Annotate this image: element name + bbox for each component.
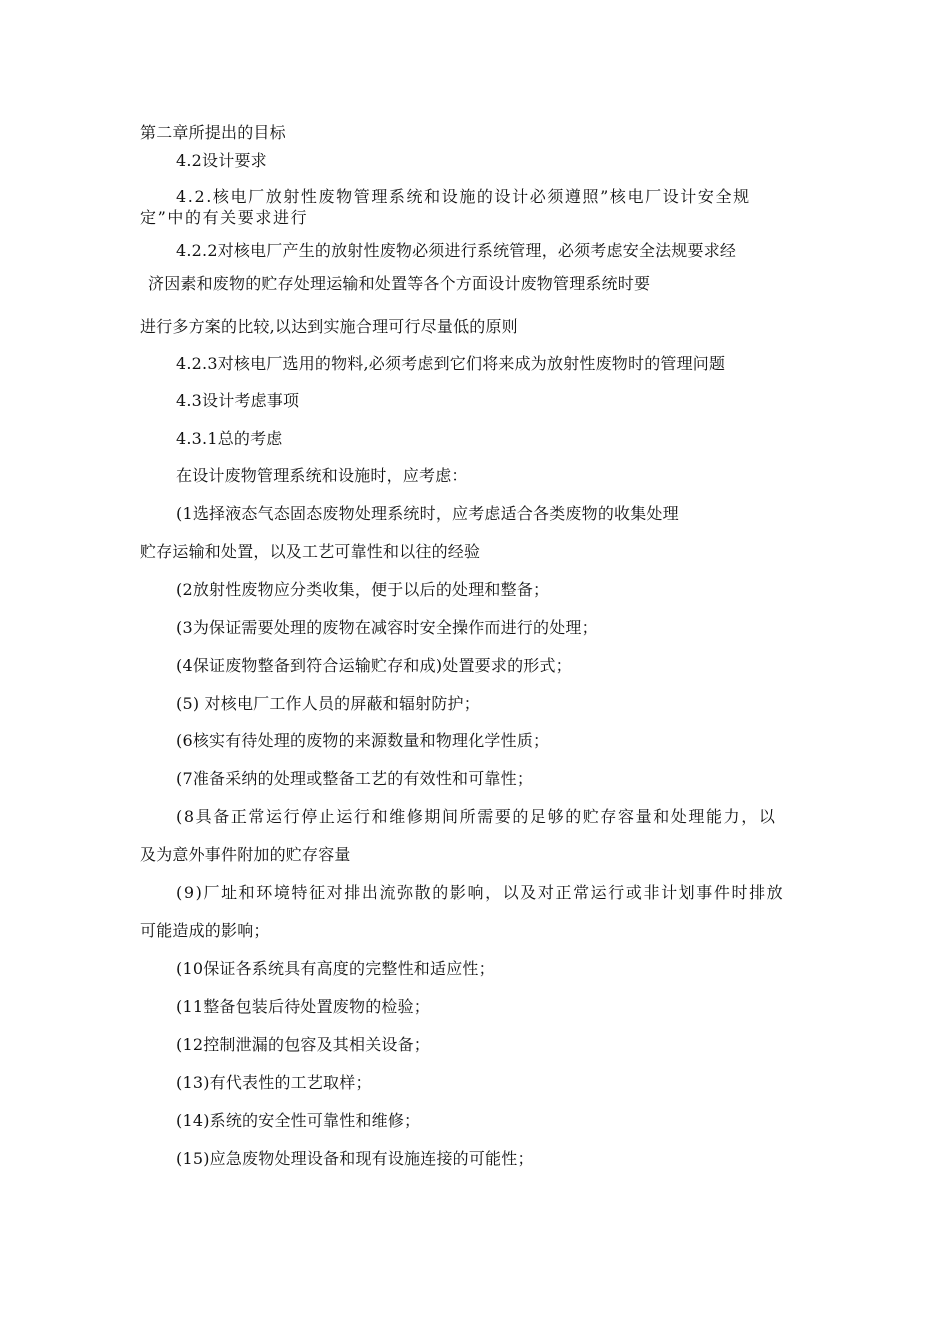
list-item-5: (5) 对核电厂工作人员的屏蔽和辐射防护； xyxy=(176,694,480,713)
paragraph-4-2-2-line-1: 4.2.2对核电厂产生的放射性废物必须进行系统管理，必须考虑安全法规要求经 xyxy=(176,241,737,260)
list-item-13: (13)有代表性的工艺取样； xyxy=(176,1073,372,1092)
list-item-12: (12控制泄漏的包容及其相关设备； xyxy=(176,1035,431,1054)
paragraph-4-2-3: 4.2.3对核电厂选用的物料,必须考虑到它们将来成为放射性废物时的管理问题 xyxy=(176,354,726,373)
list-item-6: (6核实有待处理的废物的来源数量和物理化学性质； xyxy=(176,731,550,750)
list-item-3: (3为保证需要处理的废物在减容时安全操作而进行的处理； xyxy=(176,618,598,637)
section-heading-4-2: 4.2设计要求 xyxy=(176,151,267,170)
consideration-intro: 在设计废物管理系统和设施时，应考虑： xyxy=(176,466,468,485)
section-heading-4-3-1: 4.3.1总的考虑 xyxy=(176,429,283,448)
chapter-target-line: 第二章所提出的目标 xyxy=(140,123,286,142)
list-item-15: (15)应急废物处理设备和现有设施连接的可能性； xyxy=(176,1149,534,1168)
list-item-2: (2放射性废物应分类收集，便于以后的处理和整备； xyxy=(176,580,550,599)
list-item-8-line-2: 及为意外事件附加的贮存容量 xyxy=(140,845,351,864)
list-item-7: (7准备采纳的处理或整备工艺的有效性和可靠性； xyxy=(176,769,534,788)
paragraph-4-2-1-line-2: 定”中的有关要求进行 xyxy=(140,208,309,227)
paragraph-4-2-1-line-1: 4.2.核电厂放射性废物管理系统和设施的设计必须遵照”核电厂设计安全规 xyxy=(176,187,751,206)
paragraph-4-2-2-line-3: 进行多方案的比较,以达到实施合理可行尽量低的原则 xyxy=(140,317,518,336)
list-item-14: (14)系统的安全性可靠性和维修； xyxy=(176,1111,421,1130)
list-item-9-line-2: 可能造成的影响； xyxy=(140,921,270,940)
list-item-9-line-1: (9)厂址和环境特征对排出流弥散的影响，以及对正常运行或非计划事件时排放 xyxy=(176,883,785,902)
section-heading-4-3: 4.3设计考虑事项 xyxy=(176,391,300,410)
list-item-1-line-2: 贮存运输和处置，以及工艺可靠性和以往的经验 xyxy=(140,542,481,561)
list-item-10: (10保证各系统具有高度的完整性和适应性； xyxy=(176,959,495,978)
paragraph-4-2-2-line-2: 济因素和废物的贮存处理运输和处置等各个方面设计废物管理系统时要 xyxy=(148,274,651,293)
list-item-4: (4保证废物整备到符合运输贮存和成)处置要求的形式； xyxy=(176,656,572,675)
list-item-1-line-1: (1选择液态气态固态废物处理系统时，应考虑适合各类废物的收集处理 xyxy=(176,504,679,523)
list-item-8-line-1: (8具备正常运行停止运行和维修期间所需要的足够的贮存容量和处理能力，以 xyxy=(176,807,777,826)
list-item-11: (11整备包装后待处置废物的检验； xyxy=(176,997,431,1016)
